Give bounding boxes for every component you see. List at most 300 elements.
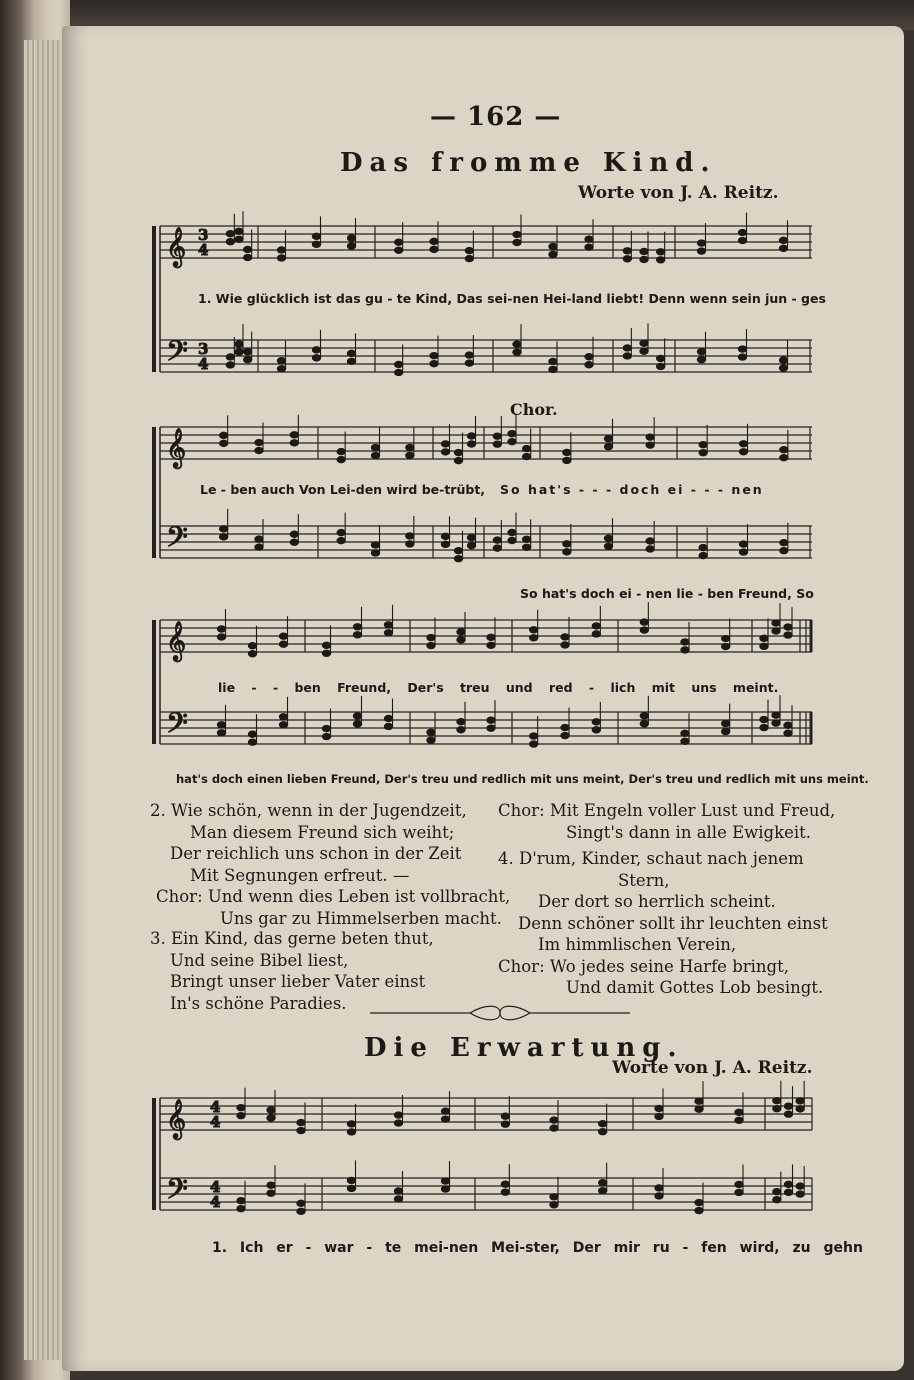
- note-head: [784, 722, 792, 728]
- note-head: [219, 432, 227, 438]
- note-head: [454, 449, 462, 455]
- lyrics-line: lie - - ben Freund, Der's treu und red - lich mit uns meint.: [218, 680, 779, 695]
- time-signature: 4: [198, 241, 209, 259]
- note-head: [235, 236, 243, 242]
- note-head: [441, 1178, 449, 1184]
- note-head: [656, 363, 664, 369]
- note-head: [243, 246, 251, 252]
- note-head: [592, 719, 600, 725]
- note-head: [721, 643, 729, 649]
- note-head: [585, 354, 593, 360]
- note-head: [681, 738, 689, 744]
- note-head: [277, 247, 285, 253]
- note-head: [347, 1185, 355, 1191]
- note-head: [784, 730, 792, 736]
- note-head: [623, 248, 631, 254]
- note-head: [563, 549, 571, 555]
- note-head: [337, 456, 345, 462]
- note-head: [760, 643, 768, 649]
- note-head: [248, 643, 256, 649]
- song-author: Worte von J. A. Reitz.: [612, 1058, 813, 1078]
- note-head: [697, 248, 705, 254]
- note-head: [780, 547, 788, 553]
- note-head: [312, 241, 320, 247]
- note-head: [248, 731, 256, 737]
- note-head: [267, 1115, 275, 1121]
- treble-staff: [160, 620, 812, 652]
- note-head: [237, 1205, 245, 1211]
- note-head: [217, 730, 225, 736]
- note-head: [739, 441, 747, 447]
- note-head: [721, 720, 729, 726]
- note-head: [441, 1116, 449, 1122]
- time-signature: 3: [198, 226, 209, 244]
- note-head: [243, 254, 251, 260]
- note-head: [467, 433, 475, 439]
- note-head: [773, 1106, 781, 1112]
- note-head: [501, 1189, 509, 1195]
- note-head: [441, 533, 449, 539]
- note-head: [779, 365, 787, 371]
- note-head: [371, 444, 379, 450]
- note-head: [695, 1199, 703, 1205]
- note-head: [585, 362, 593, 368]
- note-head: [772, 628, 780, 634]
- note-head: [508, 529, 516, 535]
- note-head: [430, 246, 438, 252]
- note-head: [513, 341, 521, 347]
- note-head: [465, 255, 473, 261]
- lyrics-line: 1. Wie glücklich ist das gu - te Kind, Das sei-nen Hei-land liebt! Denn wenn sein jun - ges: [198, 291, 826, 306]
- note-head: [219, 526, 227, 532]
- note-head: [561, 724, 569, 730]
- note-head: [513, 349, 521, 355]
- note-head: [779, 237, 787, 243]
- lyrics-line: So hat's doch ei - nen lie - ben Freund, So: [520, 586, 814, 601]
- note-head: [604, 436, 612, 442]
- song-author: Worte von J. A. Reitz.: [578, 183, 779, 203]
- note-head: [550, 1202, 558, 1208]
- note-head: [243, 356, 251, 362]
- note-head: [226, 354, 234, 360]
- note-head: [290, 432, 298, 438]
- note-head: [427, 729, 435, 735]
- note-head: [353, 624, 361, 630]
- note-head: [779, 357, 787, 363]
- note-head: [760, 716, 768, 722]
- note-head: [487, 725, 495, 731]
- bass-staff: [160, 712, 812, 744]
- note-head: [394, 1196, 402, 1202]
- note-head: [279, 714, 287, 720]
- note-head: [235, 228, 243, 234]
- note-head: [430, 238, 438, 244]
- note-head: [549, 243, 557, 249]
- note-head: [598, 1129, 606, 1135]
- note-head: [640, 248, 648, 254]
- note-head: [522, 544, 530, 550]
- song-title: Die Erwartung.: [364, 1033, 684, 1063]
- note-head: [235, 349, 243, 355]
- note-head: [217, 626, 225, 632]
- note-head: [640, 721, 648, 727]
- treble-clef: 𝄞: [166, 227, 187, 267]
- note-head: [454, 556, 462, 562]
- note-head: [312, 355, 320, 361]
- note-head: [695, 1207, 703, 1213]
- note-head: [237, 1197, 245, 1203]
- note-head: [699, 450, 707, 456]
- note-head: [784, 632, 792, 638]
- note-head: [738, 229, 746, 235]
- note-head: [493, 441, 501, 447]
- note-head: [467, 542, 475, 548]
- note-head: [467, 534, 475, 540]
- note-head: [640, 713, 648, 719]
- bass-clef: 𝄢: [166, 1173, 188, 1213]
- note-head: [772, 712, 780, 718]
- time-signature: 4: [210, 1113, 221, 1131]
- note-head: [394, 1188, 402, 1194]
- note-head: [550, 1125, 558, 1131]
- note-head: [279, 633, 287, 639]
- note-head: [655, 1193, 663, 1199]
- note-head: [780, 539, 788, 545]
- note-head: [735, 1109, 743, 1115]
- note-head: [297, 1208, 305, 1214]
- time-signature: 4: [198, 355, 209, 373]
- note-head: [219, 534, 227, 540]
- note-head: [646, 434, 654, 440]
- note-head: [337, 448, 345, 454]
- note-head: [784, 1103, 792, 1109]
- time-signature: 3: [198, 340, 209, 358]
- note-head: [655, 1185, 663, 1191]
- note-head: [796, 1191, 804, 1197]
- note-head: [427, 737, 435, 743]
- note-head: [237, 1112, 245, 1118]
- note-head: [493, 433, 501, 439]
- note-head: [699, 552, 707, 558]
- note-head: [322, 725, 330, 731]
- note-head: [656, 355, 664, 361]
- note-head: [780, 455, 788, 461]
- note-head: [598, 1121, 606, 1127]
- note-head: [529, 627, 537, 633]
- note-head: [406, 444, 414, 450]
- note-head: [773, 1098, 781, 1104]
- note-head: [550, 1194, 558, 1200]
- note-head: [640, 619, 648, 625]
- note-head: [312, 347, 320, 353]
- note-head: [623, 345, 631, 351]
- note-head: [487, 642, 495, 648]
- note-head: [384, 622, 392, 628]
- note-head: [394, 247, 402, 253]
- note-head: [529, 741, 537, 747]
- note-head: [697, 357, 705, 363]
- note-head: [322, 642, 330, 648]
- note-head: [290, 539, 298, 545]
- note-head: [721, 728, 729, 734]
- bass-clef: 𝄢: [166, 707, 188, 747]
- note-head: [563, 541, 571, 547]
- note-head: [522, 536, 530, 542]
- note-head: [427, 634, 435, 640]
- note-head: [406, 541, 414, 547]
- note-head: [290, 440, 298, 446]
- bass-staff: [160, 1178, 812, 1210]
- time-signature: 4: [210, 1098, 221, 1116]
- note-head: [738, 237, 746, 243]
- note-head: [598, 1188, 606, 1194]
- note-head: [592, 623, 600, 629]
- chor-verse-right: Chor: Mit Engeln voller Lust und Freud, Singt's dann in alle Ewigkeit.: [498, 801, 836, 842]
- note-head: [784, 1111, 792, 1117]
- note-head: [347, 235, 355, 241]
- lyrics-line: Le - ben auch Von Lei-den wird be-trübt,: [200, 482, 486, 497]
- note-head: [394, 361, 402, 367]
- note-head: [219, 440, 227, 446]
- note-head: [217, 722, 225, 728]
- note-head: [226, 231, 234, 237]
- note-head: [563, 449, 571, 455]
- note-head: [550, 1117, 558, 1123]
- note-head: [493, 545, 501, 551]
- note-head: [604, 535, 612, 541]
- note-head: [592, 727, 600, 733]
- note-head: [454, 548, 462, 554]
- note-head: [243, 348, 251, 354]
- note-head: [656, 257, 664, 263]
- note-head: [322, 733, 330, 739]
- note-head: [371, 542, 379, 548]
- note-head: [255, 447, 263, 453]
- note-head: [699, 442, 707, 448]
- note-head: [441, 541, 449, 547]
- note-head: [681, 639, 689, 645]
- note-head: [279, 722, 287, 728]
- note-head: [529, 635, 537, 641]
- note-head: [739, 449, 747, 455]
- note-head: [604, 543, 612, 549]
- treble-clef: 𝄞: [166, 428, 187, 468]
- note-head: [735, 1181, 743, 1187]
- note-head: [699, 544, 707, 550]
- note-head: [441, 1108, 449, 1114]
- note-head: [646, 442, 654, 448]
- note-head: [561, 732, 569, 738]
- note-head: [772, 620, 780, 626]
- note-head: [267, 1190, 275, 1196]
- note-head: [248, 651, 256, 657]
- note-head: [796, 1098, 804, 1104]
- note-head: [454, 457, 462, 463]
- note-head: [501, 1113, 509, 1119]
- note-head: [585, 244, 593, 250]
- note-head: [406, 452, 414, 458]
- chor-label: Chor.: [510, 400, 558, 419]
- note-head: [655, 1113, 663, 1119]
- note-head: [695, 1098, 703, 1104]
- note-head: [604, 444, 612, 450]
- note-head: [640, 256, 648, 262]
- note-head: [681, 647, 689, 653]
- note-head: [337, 529, 345, 535]
- note-head: [784, 1181, 792, 1187]
- treble-staff: [160, 1098, 812, 1130]
- note-head: [297, 1127, 305, 1133]
- note-head: [549, 358, 557, 364]
- note-head: [371, 550, 379, 556]
- note-head: [394, 369, 402, 375]
- note-head: [772, 720, 780, 726]
- note-head: [522, 445, 530, 451]
- note-head: [384, 715, 392, 721]
- note-head: [738, 354, 746, 360]
- note-head: [779, 245, 787, 251]
- note-head: [441, 1186, 449, 1192]
- note-head: [457, 727, 465, 733]
- note-head: [237, 1104, 245, 1110]
- note-head: [255, 544, 263, 550]
- note-head: [598, 1180, 606, 1186]
- note-head: [487, 717, 495, 723]
- note-head: [487, 634, 495, 640]
- note-head: [267, 1107, 275, 1113]
- note-head: [760, 724, 768, 730]
- note-head: [297, 1119, 305, 1125]
- note-head: [773, 1188, 781, 1194]
- note-head: [529, 733, 537, 739]
- note-head: [513, 239, 521, 245]
- note-head: [721, 635, 729, 641]
- note-head: [394, 1112, 402, 1118]
- note-head: [347, 243, 355, 249]
- note-head: [441, 449, 449, 455]
- note-head: [508, 438, 516, 444]
- song-title: Das fromme Kind.: [340, 148, 717, 178]
- note-head: [513, 231, 521, 237]
- note-head: [640, 627, 648, 633]
- note-head: [347, 1121, 355, 1127]
- verse-4: 4. D'rum, Kinder, schaut nach jenem Stern, Der dort so herrlich scheint. Denn schöner sollt ihr leuchten einst Im himmlischen Verein, Chor: Wo jedes seine Harfe bringt, Und damit Gottes Lob besingt.: [498, 849, 828, 997]
- note-head: [508, 537, 516, 543]
- bass-clef: 𝄢: [166, 335, 188, 375]
- note-head: [681, 730, 689, 736]
- note-head: [773, 1196, 781, 1202]
- note-head: [430, 352, 438, 358]
- note-head: [501, 1181, 509, 1187]
- note-head: [277, 255, 285, 261]
- verse-2: 2. Wie schön, wenn in der Jugendzeit, Man diesem Freund sich weiht; Der reichlich uns schon in der Zeit Mit Segnungen erfreut. — Chor: Und wenn dies Leben ist vollbracht, Uns gar zu Himmelserben macht.: [150, 801, 511, 928]
- note-head: [347, 350, 355, 356]
- note-head: [226, 239, 234, 245]
- note-head: [796, 1106, 804, 1112]
- note-head: [646, 538, 654, 544]
- note-head: [623, 256, 631, 262]
- note-head: [441, 441, 449, 447]
- note-head: [371, 452, 379, 458]
- note-head: [384, 723, 392, 729]
- time-signature: 4: [210, 1193, 221, 1211]
- note-head: [697, 349, 705, 355]
- verse-3: 3. Ein Kind, das gerne beten thut, Und seine Bibel liest, Bringt unser lieber Vater einst In's schöne Paradies.: [150, 929, 434, 1013]
- note-head: [796, 1183, 804, 1189]
- note-head: [493, 537, 501, 543]
- note-head: [640, 340, 648, 346]
- note-head: [406, 533, 414, 539]
- note-head: [697, 240, 705, 246]
- treble-clef: 𝄞: [166, 1099, 187, 1139]
- note-head: [522, 453, 530, 459]
- note-head: [427, 642, 435, 648]
- note-head: [312, 233, 320, 239]
- note-head: [501, 1121, 509, 1127]
- note-head: [592, 631, 600, 637]
- note-head: [784, 1189, 792, 1195]
- note-head: [585, 236, 593, 242]
- note-head: [760, 635, 768, 641]
- note-head: [322, 650, 330, 656]
- note-head: [465, 352, 473, 358]
- note-head: [226, 362, 234, 368]
- note-head: [563, 457, 571, 463]
- note-head: [739, 541, 747, 547]
- note-head: [384, 630, 392, 636]
- note-head: [465, 247, 473, 253]
- note-head: [394, 239, 402, 245]
- note-head: [695, 1106, 703, 1112]
- lyrics-line: hat's doch einen lieben Freund, Der's treu und redlich mit uns meint, Der's treu und redlich mit uns meint.: [176, 772, 869, 786]
- note-head: [549, 366, 557, 372]
- bass-clef: 𝄢: [166, 521, 188, 561]
- note-head: [290, 531, 298, 537]
- note-head: [353, 713, 361, 719]
- note-head: [738, 346, 746, 352]
- note-head: [277, 358, 285, 364]
- note-head: [646, 546, 654, 552]
- note-head: [248, 739, 256, 745]
- note-head: [656, 249, 664, 255]
- note-head: [780, 447, 788, 453]
- note-head: [297, 1200, 305, 1206]
- treble-clef: 𝄞: [166, 621, 187, 661]
- note-head: [353, 632, 361, 638]
- note-head: [465, 360, 473, 366]
- note-head: [457, 629, 465, 635]
- note-head: [347, 1177, 355, 1183]
- note-head: [267, 1182, 275, 1188]
- note-head: [508, 430, 516, 436]
- note-head: [457, 719, 465, 725]
- note-head: [255, 439, 263, 445]
- note-head: [394, 1120, 402, 1126]
- note-head: [337, 537, 345, 543]
- note-head: [640, 348, 648, 354]
- lyrics-line: 1. Ich er - war - te mei-nen Mei-ster, Der mir ru - fen wird, zu gehn: [212, 1240, 863, 1256]
- note-head: [430, 360, 438, 366]
- note-head: [735, 1117, 743, 1123]
- note-head: [561, 634, 569, 640]
- note-head: [549, 251, 557, 257]
- note-head: [561, 642, 569, 648]
- note-head: [623, 353, 631, 359]
- note-head: [277, 366, 285, 372]
- note-head: [353, 721, 361, 727]
- note-head: [255, 536, 263, 542]
- note-head: [347, 358, 355, 364]
